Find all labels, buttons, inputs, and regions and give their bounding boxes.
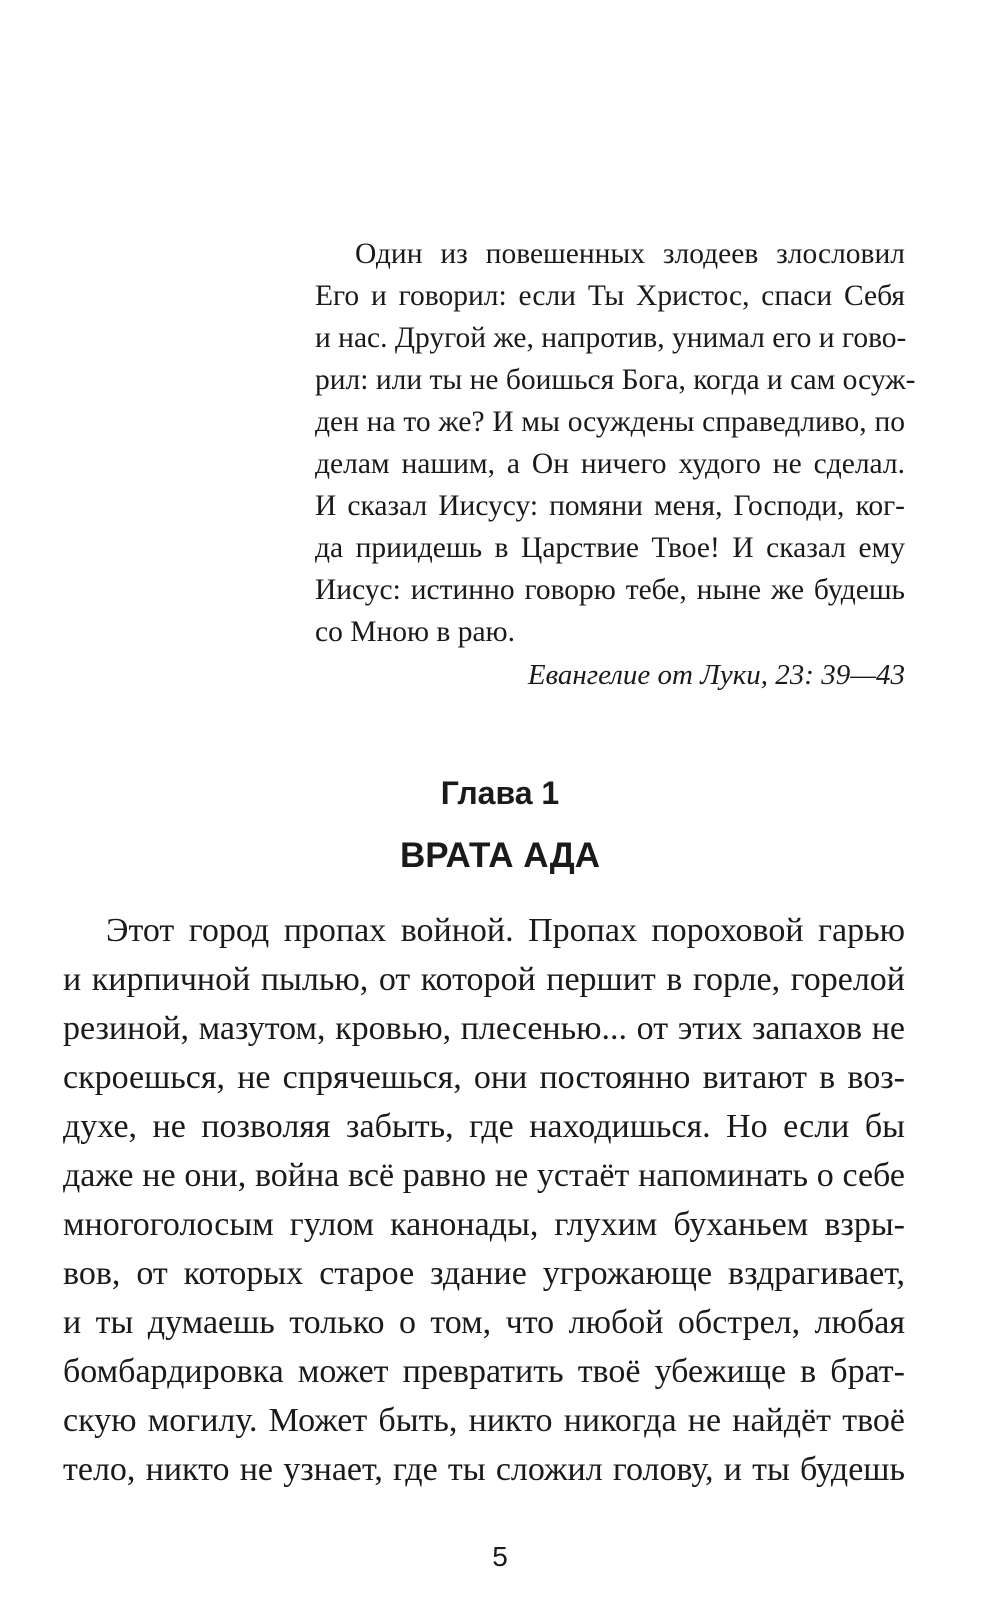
epigraph-line: да приидешь в Царствие Твое! И сказал ему bbox=[315, 532, 905, 564]
epigraph-line: И сказал Иисусу: помяни меня, Господи, ког- bbox=[315, 490, 905, 522]
epigraph-line: делам нашим, а Он ничего худого не сделал. bbox=[315, 448, 905, 480]
body-line: даже не они, война всё равно не устаёт напоминать о себе bbox=[63, 1157, 905, 1194]
epigraph bbox=[315, 233, 916, 696]
epigraph-line: ден на то же? И мы осуждены справедливо, по bbox=[315, 406, 905, 438]
body-line: и кирпичной пылью, от которой першит в горле, горелой bbox=[63, 961, 905, 998]
body-line: тело, никто не узнает, где ты сложил голову, и ты будешь bbox=[63, 1451, 905, 1488]
epigraph-line: Иисус: истинно говорю тебе, ныне же будешь bbox=[315, 574, 905, 606]
body-line: духе, не позволяя забыть, где находишься. Но если бы bbox=[63, 1108, 905, 1145]
epigraph-line: рил: или ты не боишься Бога, когда и сам осуж- bbox=[315, 364, 916, 396]
body-line: резиной, мазутом, кровью, плесенью... от этих запахов не bbox=[63, 1010, 905, 1047]
epigraph-line: со Мною в раю. bbox=[315, 616, 515, 648]
body-text bbox=[63, 906, 905, 1494]
body-line: скроешься, не спрячешься, они постоянно витают в воз- bbox=[63, 1059, 905, 1096]
body-line: и ты думаешь только о том, что любой обстрел, любая bbox=[63, 1304, 905, 1341]
epigraph-line: Один из повешенных злодеев злословил bbox=[355, 238, 905, 270]
epigraph-source: Евангелие от Луки, 23: 39—43 bbox=[527, 659, 905, 691]
body-line: Этот город пропах войной. Пропах пороховой гарью bbox=[106, 912, 905, 949]
epigraph-line: и нас. Другой же, напротив, унимал его и гово- bbox=[315, 322, 907, 354]
chapter-title: ВРАТА АДА bbox=[399, 836, 601, 875]
body-line: скую могилу. Может быть, никто никогда не найдёт твоё bbox=[63, 1402, 905, 1439]
chapter-number: Глава 1 bbox=[440, 775, 560, 811]
page-number: 5 bbox=[492, 1541, 508, 1572]
epigraph-line: Его и говорил: если Ты Христос, спаси Себя bbox=[315, 280, 905, 312]
body-line: бомбардировка может превратить твоё убежище в брат- bbox=[63, 1353, 905, 1390]
body-line: многоголосым гулом канонады, глухим буханьем взры- bbox=[63, 1206, 905, 1243]
body-line: вов, от которых старое здание угрожающе вздрагивает, bbox=[63, 1255, 905, 1292]
